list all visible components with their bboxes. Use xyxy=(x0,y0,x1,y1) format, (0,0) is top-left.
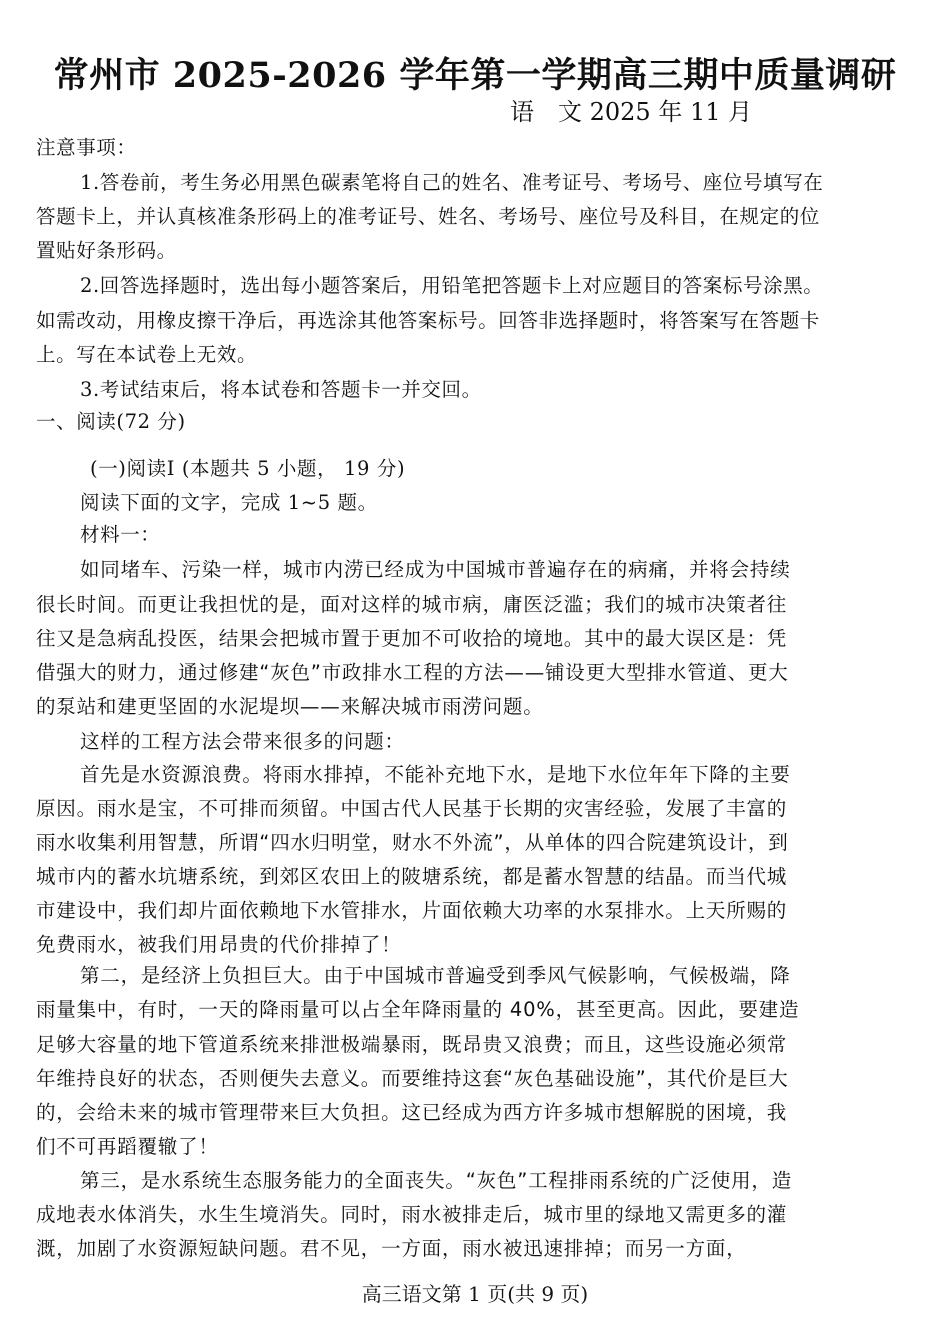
passage-line: 城市内的蓄水坑塘系统，到郊区农田上的陂塘系统，都是蓄水智慧的结晶。而当代城 xyxy=(36,865,788,888)
passage-line: 第三，是水系统生态服务能力的全面丧失。“灰色”工程排雨系统的广泛使用，造 xyxy=(80,1169,793,1192)
passage-line: 免费雨水，被我们用昂贵的代价排掉了！ xyxy=(36,933,402,956)
passage-line: 足够大容量的地下管道系统来排泄极端暴雨，既昂贵又浪费；而且，这些设施必须常 xyxy=(36,1033,788,1056)
passage-line: 溉，加剧了水资源短缺问题。君不见，一方面，雨水被迅速排掉；而另一方面， xyxy=(36,1237,747,1260)
passage-line: 年维持良好的状态，否则便失去意义。而要维持这套“灰色基础设施”，其代价是巨大 xyxy=(36,1067,789,1090)
passage-line: 的，会给未来的城市管理带来巨大负担。这已经成为西方许多城市想解脱的困境，我 xyxy=(36,1101,788,1124)
exam-title: 常州市 2025-2026 学年第一学期高三期中质量调研 xyxy=(53,55,897,96)
notice-line: 答题卡上，并认真核准条形码上的准考证号、姓名、考场号、座位号及科目，在规定的位 xyxy=(36,205,820,228)
notice-line: 1.答卷前，考生务必用黑色碳素笔将自己的姓名、准考证号、考场号、座位号填写在 xyxy=(80,171,824,194)
notice-line: 上。写在本试卷上无效。 xyxy=(36,343,258,366)
passage-line: 雨水收集利用智慧，所谓“四水归明堂，财水不外流”，从单体的四合院建筑设计，到 xyxy=(36,831,789,854)
passage-line: 这样的工程方法会带来很多的问题： xyxy=(80,730,405,753)
notice-heading: 注意事项： xyxy=(36,136,137,159)
notice-line: 如需改动，用橡皮擦干净后，再选涂其他答案标号。回答非选择题时，将答案写在答题卡 xyxy=(36,309,820,332)
page-footer: 高三语文第 1 页(共 9 页) xyxy=(361,1282,589,1306)
section-heading: 一、阅读(72 分) xyxy=(36,410,186,433)
notice-line: 2.回答选择题时，选出每小题答案后，用铅笔把答题卡上对应题目的答案标号涂黑。 xyxy=(80,274,824,297)
passage-line: 原因。雨水是宝，不可排而须留。中国古代人民基于长期的灾害经验，发展了丰富的 xyxy=(36,797,788,820)
exam-subtitle: 语 文 2025 年 11 月 xyxy=(510,98,753,126)
section-instruction: 阅读下面的文字，完成 1~5 题。 xyxy=(80,491,378,514)
material-label: 材料一： xyxy=(80,523,161,546)
notice-line: 置贴好条形码。 xyxy=(36,239,177,262)
passage-line: 首先是水资源浪费。将雨水排掉，不能补充地下水，是地下水位年年下降的主要 xyxy=(80,763,791,786)
passage-line: 往又是急病乱投医，结果会把城市置于更加不可收拾的境地。其中的最大误区是：凭 xyxy=(36,627,788,650)
section-subheading: (一)阅读I (本题共 5 小题， 19 分) xyxy=(90,457,406,480)
passage-line: 们不可再蹈覆辙了！ xyxy=(36,1135,219,1158)
passage-line: 成地表水体消失，水生生境消失。同时，雨水被排走后，城市里的绿地又需更多的灌 xyxy=(36,1203,788,1226)
passage-line: 市建设中，我们却片面依赖地下水管排水，片面依赖大功率的水泵排水。上天所赐的 xyxy=(36,899,788,922)
passage-line: 的泵站和建更坚固的水泥堤坝——来解决城市雨涝问题。 xyxy=(36,695,544,718)
notice-line: 3.考试结束后，将本试卷和答题卡一并交回。 xyxy=(80,378,482,401)
passage-line: 第二，是经济上负担巨大。由于中国城市普遍受到季风气候影响，气候极端，降 xyxy=(80,964,791,987)
passage-line: 很长时间。而更让我担忧的是，面对这样的城市病，庸医泛滥；我们的城市决策者往 xyxy=(36,593,788,616)
passage-line: 如同堵车、污染一样，城市内涝已经成为中国城市普遍存在的病痛，并将会持续 xyxy=(80,558,791,581)
passage-line: 雨量集中，有时，一天的降雨量可以占全年降雨量的 40%，甚至更高。因此，要建造 xyxy=(36,998,800,1021)
passage-line: 借强大的财力，通过修建“灰色”市政排水工程的方法——铺设更大型排水管道、更大 xyxy=(36,661,789,684)
